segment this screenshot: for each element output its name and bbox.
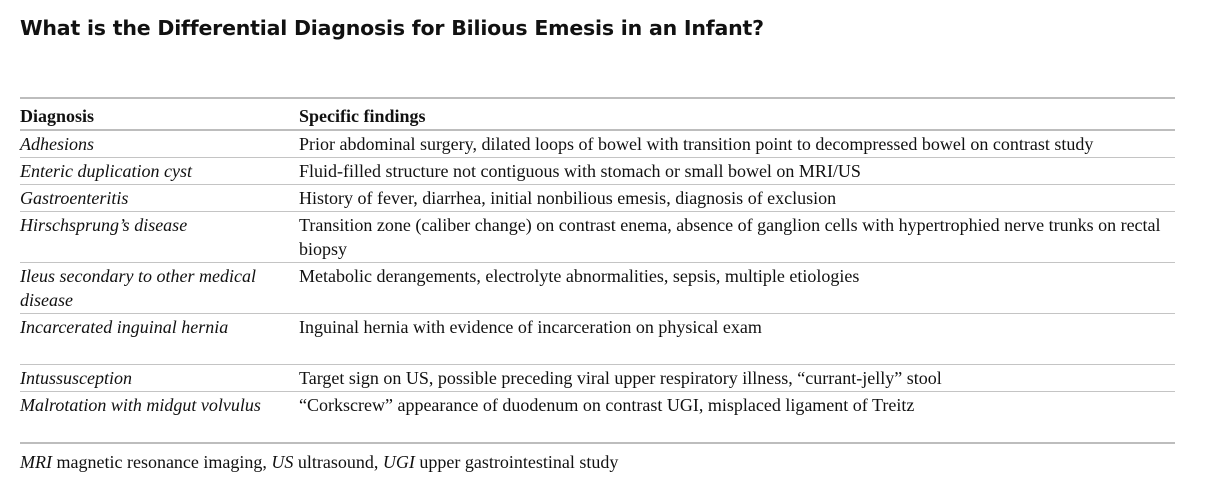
table-row bbox=[20, 314, 1175, 365]
findings-cell: “Corkscrew” appearance of duodenum on contrast UGI, misplaced ligament of Treitz bbox=[299, 392, 1175, 444]
findings-cell: Target sign on US, possible preceding viral upper respiratory illness, “currant-jelly” stool bbox=[299, 365, 1175, 392]
footnote-meaning-mri: magnetic resonance imaging, bbox=[51, 452, 272, 472]
column-header-diagnosis: Diagnosis bbox=[20, 98, 299, 130]
diagnosis-cell: Hirschsprung’s disease bbox=[20, 212, 299, 263]
findings-cell: Inguinal hernia with evidence of incarceration on physical exam bbox=[299, 314, 1175, 365]
differential-diagnosis-table-container bbox=[20, 97, 1175, 444]
diagnosis-cell: Malrotation with midgut volvulus bbox=[20, 392, 299, 444]
table-row bbox=[20, 365, 1175, 392]
table-row bbox=[20, 130, 1175, 158]
findings-cell: Transition zone (caliber change) on contrast enema, absence of ganglion cells with hypertrophied nerve trunks on rectal biopsy bbox=[299, 212, 1175, 263]
table-row bbox=[20, 263, 1175, 314]
diagnosis-cell: Incarcerated inguinal hernia bbox=[20, 314, 299, 365]
table-footnote bbox=[20, 450, 618, 474]
diagnosis-cell: Intussusception bbox=[20, 365, 299, 392]
table-row bbox=[20, 185, 1175, 212]
findings-cell: Metabolic derangements, electrolyte abnormalities, sepsis, multiple etiologies bbox=[299, 263, 1175, 314]
footnote-abbr-mri: MRI bbox=[20, 452, 52, 472]
diagnosis-cell: Ileus secondary to other medical disease bbox=[20, 263, 299, 314]
footnote-abbr-ugi: UGI bbox=[382, 452, 415, 472]
table-row bbox=[20, 392, 1175, 444]
findings-cell: History of fever, diarrhea, initial nonbilious emesis, diagnosis of exclusion bbox=[299, 185, 1175, 212]
column-header-specific-findings: Specific findings bbox=[299, 98, 1175, 130]
diagnosis-cell: Gastroenteritis bbox=[20, 185, 299, 212]
findings-cell: Prior abdominal surgery, dilated loops of bowel with transition point to decompressed bowel on contrast study bbox=[299, 130, 1175, 158]
diagnosis-cell: Enteric duplication cyst bbox=[20, 158, 299, 185]
differential-diagnosis-table bbox=[20, 97, 1175, 444]
footnote-meaning-ugi: upper gastrointestinal study bbox=[414, 452, 619, 472]
diagnosis-cell: Adhesions bbox=[20, 130, 299, 158]
page-title: What is the Differential Diagnosis for Bilious Emesis in an Infant? bbox=[20, 16, 764, 40]
table-row bbox=[20, 212, 1175, 263]
findings-cell: Fluid-filled structure not contiguous with stomach or small bowel on MRI/US bbox=[299, 158, 1175, 185]
footnote-meaning-us: ultrasound, bbox=[293, 452, 383, 472]
footnote-abbr-us: US bbox=[271, 452, 294, 472]
table-header-row bbox=[20, 98, 1175, 130]
table-row bbox=[20, 158, 1175, 185]
